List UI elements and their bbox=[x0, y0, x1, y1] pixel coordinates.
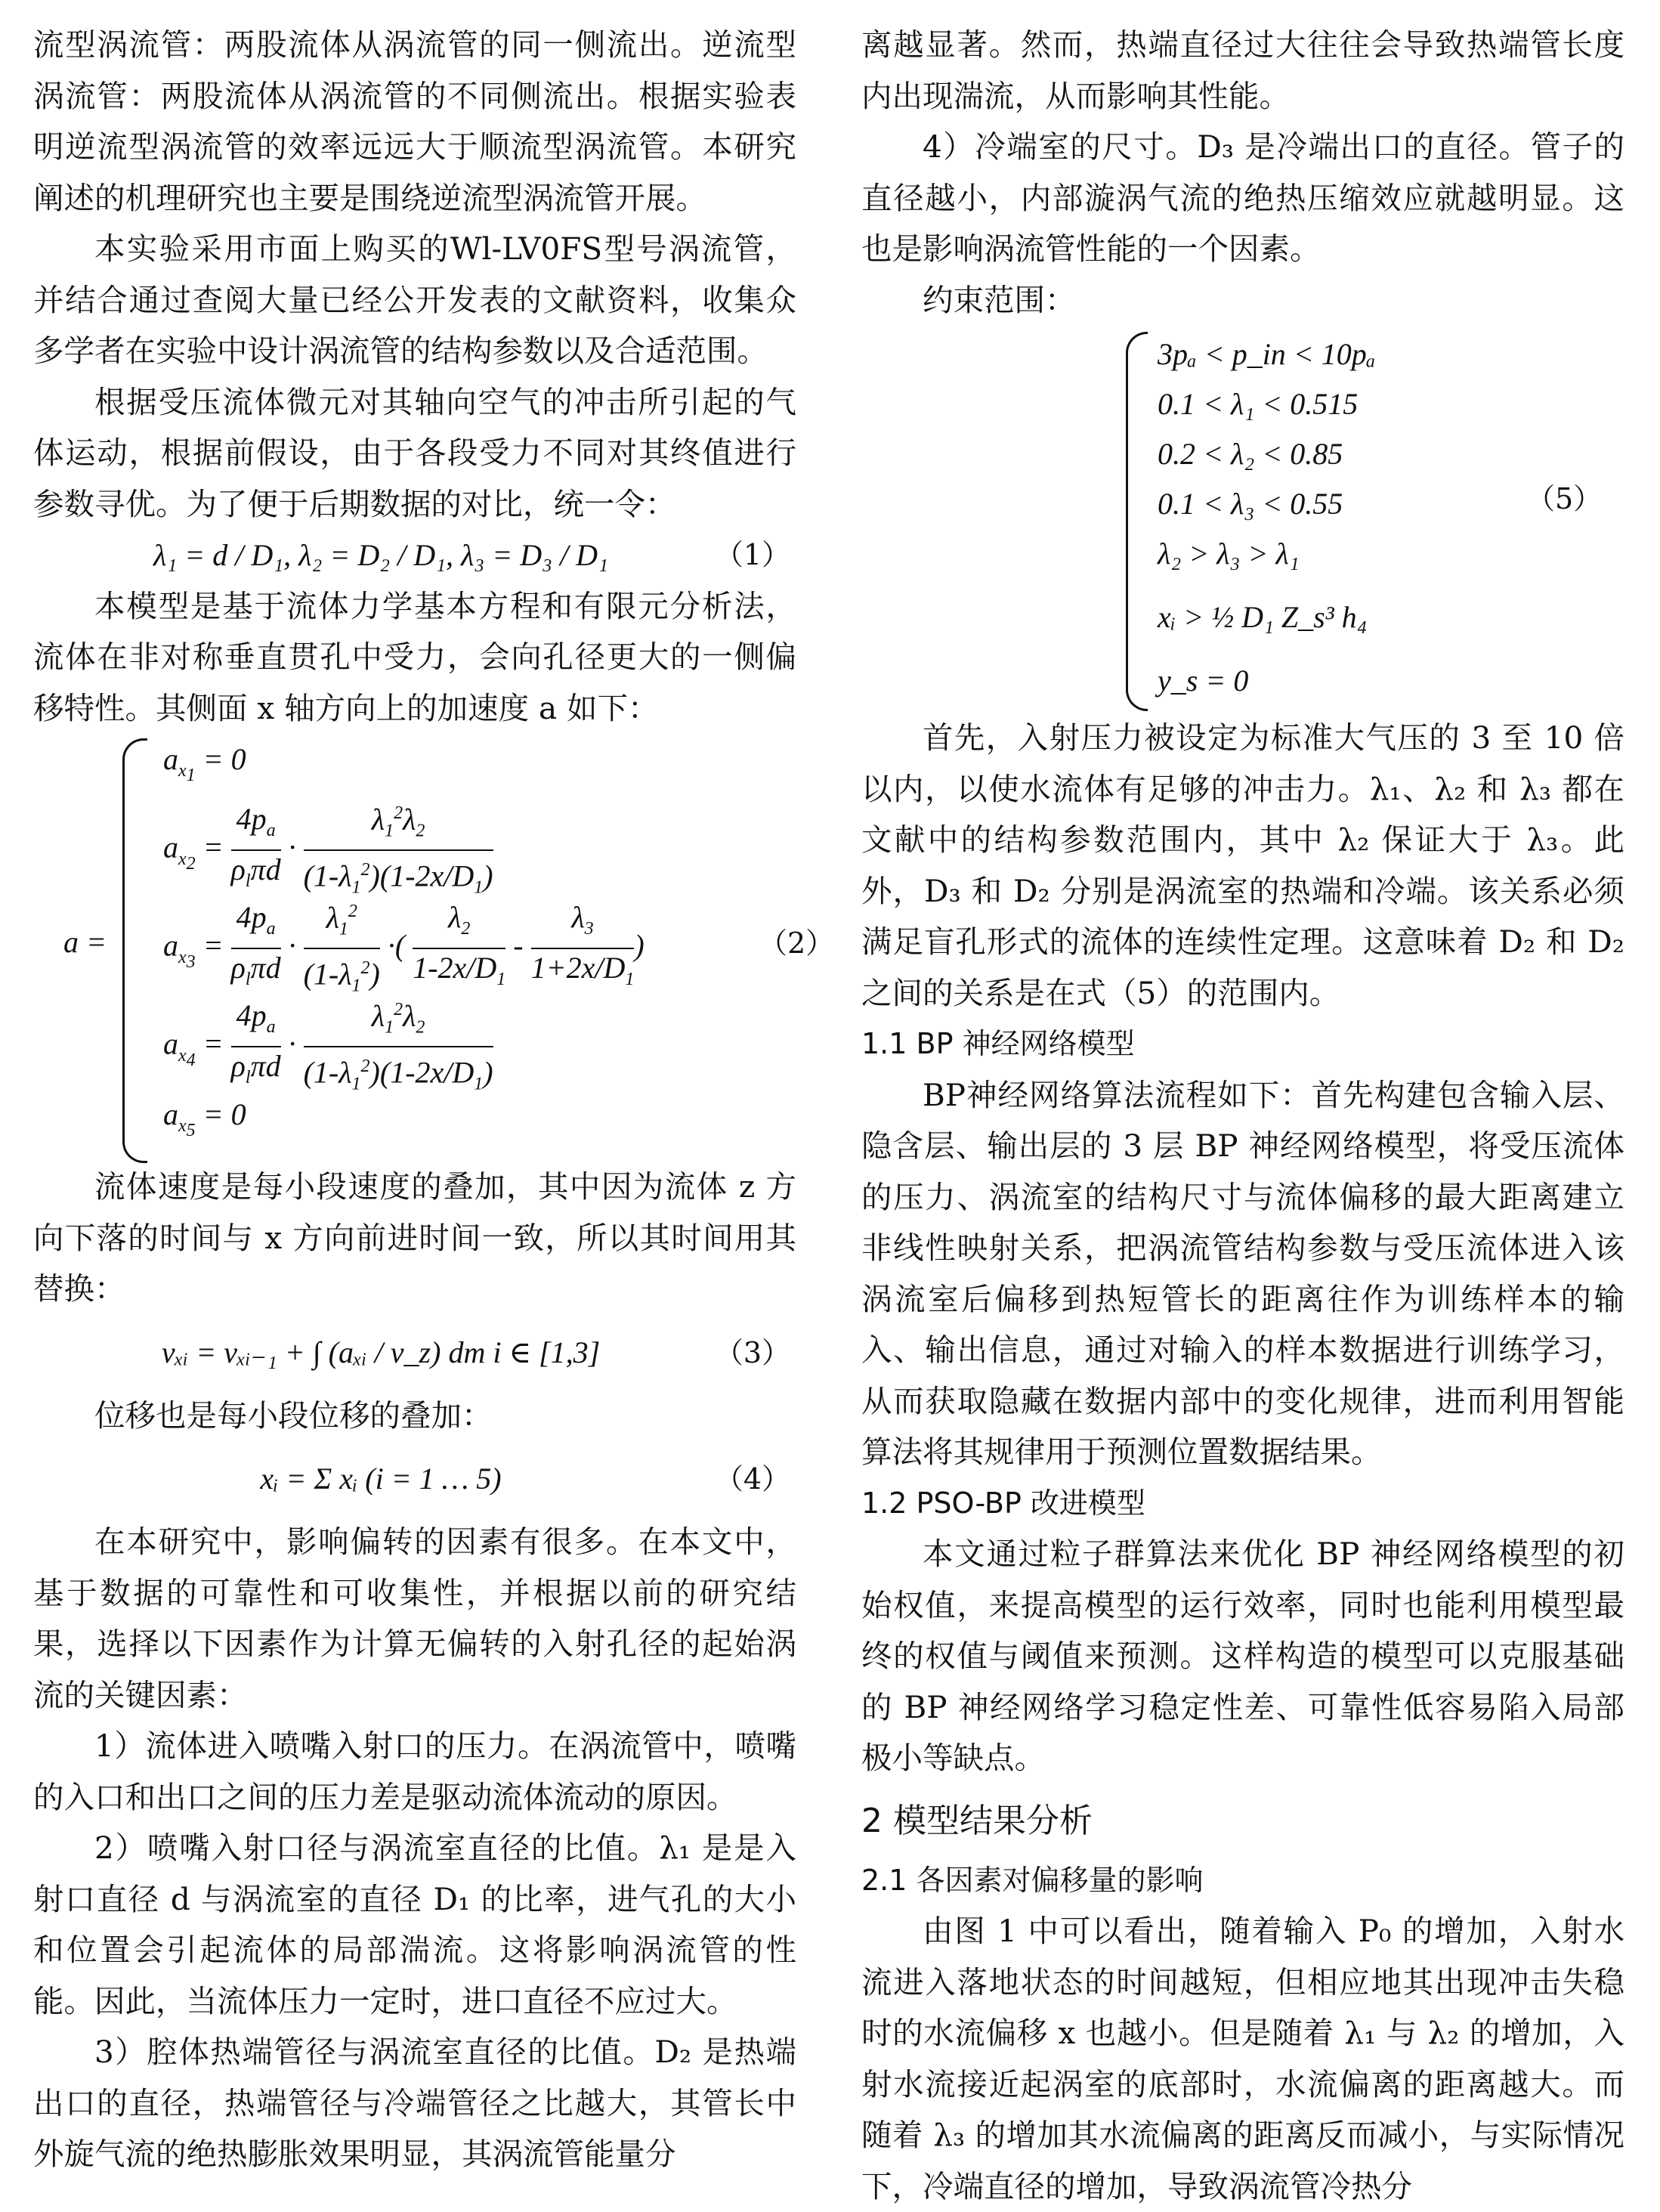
section-heading-2: 2 模型结果分析 bbox=[861, 1801, 1093, 1840]
equation-number: （5） bbox=[1526, 482, 1603, 515]
paragraph: 在本研究中，影响偏转的因素有很多。在本文中，基于数据的可靠性和可收集性，并根据以前的研究结果，选择以下因素作为计算无偏转的入射孔径的起始涡流的关键因素： bbox=[33, 1524, 796, 1713]
paragraph: 本文通过粒子群算法来优化 BP 神经网络模型的初始权值，来提高模型的运行效率，同时也能利用模型最终的权值与阈值来预测。这样构造的模型可以克服基础的 BP 神经网络学习稳定性差、可靠性低容易陷入局部极小等缺点。 bbox=[861, 1536, 1624, 1776]
section-heading-2-1: 2.1 各因素对偏移量的影响 bbox=[861, 1863, 1204, 1897]
constraint: xᵢ > ½ D₁ Z_s³ h₄ bbox=[1158, 600, 1368, 634]
paragraph: 位移也是每小段位移的叠加： bbox=[94, 1397, 493, 1434]
equation-case: $a_{x_1} = 0$ bbox=[163, 742, 246, 785]
paragraph: 2）喷嘴入射口径与涡流室直径的比值。λ₁ 是是入射口直径 d 与涡流室的直径 D₁ 的比率，进气孔的大小和位置会引起流体的局部湍流。这将影响涡流管的性能。因此，当流体压力一定时，进口直径不应过大。 bbox=[33, 1830, 796, 2019]
constraint: 0.1 < λ₁ < 0.515 bbox=[1158, 387, 1359, 421]
paragraph: BP神经网络算法流程如下：首先构建包含输入层、隐含层、输出层的 3 层 BP 神经网络模型，将受压流体的压力、涡流室的结构尺寸与流体偏移的最大距离建立非线性映射关系，把涡流管结构参数与受压流体进入该涡流室后偏移到热短管长的距离往作为训练样本的输入、输出信息，通过对输入的样本数据进行训练学习，从而获取隐藏在数据内部中的变化规律，进而利用智能算法将其规律用于预测位置数据结果。 bbox=[861, 1076, 1624, 1470]
constraint: 0.2 < λ₂ < 0.85 bbox=[1158, 437, 1343, 471]
equation-body: xᵢ = Σ xᵢ (i = 1 … 5) bbox=[260, 1462, 502, 1496]
paragraph: 本实验采用市面上购买的Wl-LV0FS型号涡流管，并结合通过查阅大量已经公开发表的文献资料，收集众多学者在实验中设计涡流管的结构参数以及合适范围。 bbox=[33, 230, 796, 369]
constraint: 0.1 < λ₃ < 0.55 bbox=[1158, 487, 1343, 521]
equation-brace bbox=[1126, 332, 1148, 711]
constraint: y_s = 0 bbox=[1158, 664, 1249, 698]
paragraph: 本模型是基于流体力学基本方程和有限元分析法，流体在非对称垂直贯孔中受力，会向孔径更大的一侧偏移特性。其侧面 x 轴方向上的加速度 a 如下： bbox=[33, 587, 796, 726]
section-heading-1-2: 1.2 PSO-BP 改进模型 bbox=[861, 1486, 1145, 1520]
right-column bbox=[861, 20, 1624, 2212]
equation-3 bbox=[33, 1315, 796, 1391]
equation-case: $a_{x_3}$ = $\frac{4p_a}{\rho_l\pi d}$ · $\frac{\lambda_1^2}{(1-\lambda_1^2)}$ ·( $\frac{\lambda_2}{1-2x/D_1}$ - $\frac{\lambda_3}{1+2x/D_1}$ ) bbox=[163, 893, 645, 1005]
paragraph: 首先，入射压力被设定为标准大气压的 3 至 10 倍以内，以使水流体有足够的冲击力。λ₁、λ₂ 和 λ₃ 都在文献中的结构参数范围内，其中 λ₂ 保证大于 λ₃。此外，D₃ 和 D₂ 分别是涡流室的热端和冷端。该关系必须满足盲孔形式的流体的连续性定理。这意味着 D₂ 和 D₂ 之间的关系是在式（5）的范围内。 bbox=[861, 719, 1624, 1011]
paragraph: 流型涡流管：两股流体从涡流管的同一侧流出。逆流型涡流管：两股流体从涡流管的不同侧流出。根据实验表明逆流型涡流管的效率远远大于顺流型涡流管。本研究阐述的机理研究也主要是围绕逆流型涡流管开展。 bbox=[33, 26, 796, 216]
paragraph: 由图 1 中可以看出，随着输入 P₀ 的增加，入射水流进入落地状态的时间越短，但相应地其出现冲击失稳时的水流偏移 x 也越小。但是随着 λ₁ 与 λ₂ 的增加，入射水流接近起涡室的底部时，水流偏离的距离越大。而随着 λ₃ 的增加其水流偏离的距离反而减小，与实际情况下，冷端直径的增加，导致涡流管冷热分 bbox=[861, 1913, 1624, 2204]
equation-number: （2） bbox=[759, 927, 835, 960]
paragraph: 离越显著。然而，热端直径过大往往会导致热端管长度内出现湍流，从而影响其性能。 bbox=[861, 26, 1624, 114]
equation-number: （4） bbox=[714, 1462, 790, 1496]
section-heading-1-1: 1.1 BP 神经网络模型 bbox=[861, 1027, 1135, 1060]
equation-4 bbox=[33, 1441, 796, 1517]
paragraph: 根据受压流体微元对其轴向空气的冲击所引起的气体运动，根据前假设，由于各段受力不同对其终值进行参数寻优。为了便于后期数据的对比，统一令： bbox=[33, 383, 796, 522]
equation-lhs: a = bbox=[63, 925, 107, 959]
constraint: 3pₐ < p_in < 10pₐ bbox=[1158, 337, 1376, 371]
equation-1 bbox=[33, 530, 796, 581]
constraint: λ₂ > λ₃ > λ₁ bbox=[1158, 537, 1300, 571]
left-column bbox=[33, 20, 835, 2180]
paragraph: 1）流体进入喷嘴入射口的压力。在涡流管中，喷嘴的入口和出口之间的压力差是驱动流体流动的原因。 bbox=[33, 1728, 796, 1815]
equation-number: （3） bbox=[714, 1335, 790, 1369]
equation-body: vₓᵢ = vₓᵢ₋₁ + ∫ (aₓᵢ / v_z) dm i ∈ [1,3] bbox=[161, 1335, 601, 1369]
paragraph: 4）冷端室的尺寸。D₃ 是冷端出口的直径。管子的直径越小，内部漩涡气流的绝热压缩效应就越明显。这也是影响涡流管性能的一个因素。 bbox=[861, 128, 1624, 267]
equation-case: $a_{x_2}$ = $\frac{4p_a}{\rho_l\pi d}$ · $\frac{\lambda_1^2\lambda_2}{(1-\lambda_1^2)(1-2x/D_1)}$ bbox=[163, 794, 493, 907]
equation-case: $a_{x_5} = 0$ bbox=[163, 1097, 246, 1140]
paragraph: 3）腔体热端管径与涡流室直径的比值。D₂ 是热端出口的直径，热端管径与冷端管径之比越大，其管长中外旋气流的绝热膨胀效果明显，其涡流管能量分 bbox=[33, 2034, 796, 2172]
paragraph: 流体速度是每小段速度的叠加，其中因为流体 z 方向下落的时间与 x 方向前进时间一致，所以其时间用其替换： bbox=[33, 1168, 796, 1307]
equation-2 bbox=[33, 734, 835, 1162]
equation-brace bbox=[122, 738, 147, 1163]
equation-number: （1） bbox=[714, 538, 790, 571]
equation-5 bbox=[861, 326, 1624, 713]
paragraph: 约束范围： bbox=[923, 281, 1076, 318]
equation-case: $a_{x_4}$ = $\frac{4p_a}{\rho_l\pi d}$ · $\frac{\lambda_1^2\lambda_2}{(1-\lambda_1^2)(1-2x/D_1)}$ bbox=[163, 991, 493, 1103]
equation-body: λ₁ = d / D₁, λ₂ = D₂ / D₁, λ₃ = D₃ / D₁ bbox=[153, 538, 608, 572]
